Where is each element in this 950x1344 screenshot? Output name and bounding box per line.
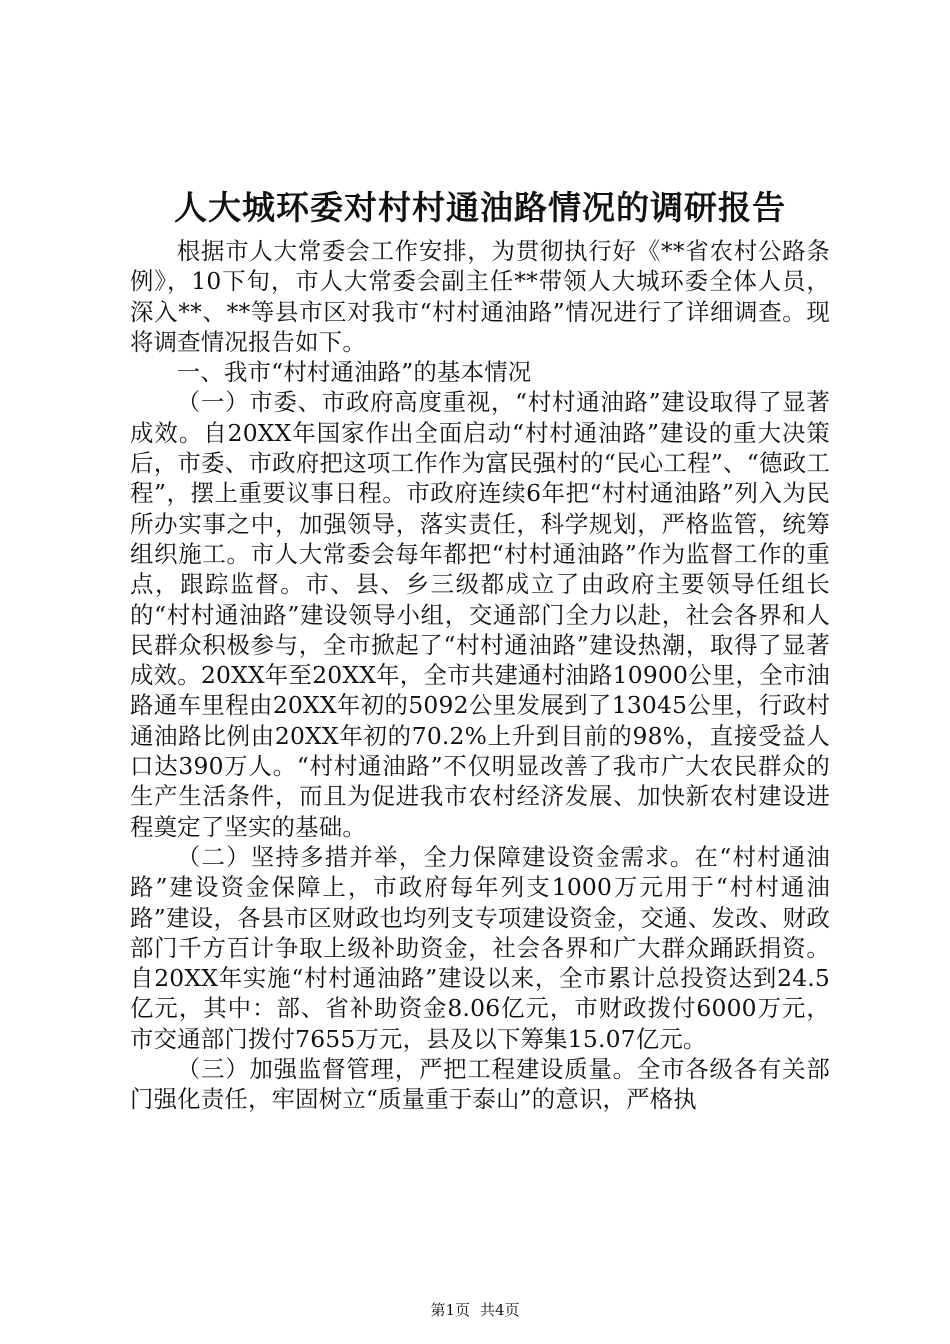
document-body	[130, 236, 830, 1115]
paragraph-section-1-2: （二）坚持多措并举，全力保障建设资金需求。在“村村通油路”建设资金保障上，市政府每年列支1000万元用于“村村通油路”建设，各县市区财政也均列支专项建设资金，交通、发改、财政部门千方百计争取上级补助资金，社会各界和广大群众踊跃捐资。自20XX年实施“村村通油路”建设以来，全市累计总投资达到24.5亿元，其中：部、省补助资金8.06亿元，市财政拨付6000万元，市交通部门拨付7655万元，县及以下筹集15.07亿元。	[130, 842, 830, 1053]
page-total: 共4页	[480, 1301, 520, 1319]
page-number: 第1页	[430, 1301, 470, 1319]
paragraph-section-1-1: （一）市委、市政府高度重视，“村村通油路”建设取得了显著成效。自20XX年国家作出全面启动“村村通油路”建设的重大决策后，市委、市政府把这项工作作为富民强村的“民心工程”、“德政工程”，摆上重要议事日程。市政府连续6年把“村村通油路”列入为民所办实事之中，加强领导，落实责任，科学规划，严格监管，统筹组织施工。市人大常委会每年都把“村村通油路”作为监督工作的重点，跟踪监督。市、县、乡三级都成立了由政府主要领导任组长的“村村通油路”建设领导小组，交通部门全力以赴，社会各界和人民群众积极参与，全市掀起了“村村通油路”建设热潮，取得了显著成效。20XX年至20XX年，全市共建通村油路10900公里，全市油路通车里程由20XX年初的5092公里发展到了13045公里，行政村通油路比例由20XX年初的70.2%上升到目前的98%，直接受益人口达390万人。“村村通油路”不仅明显改善了我市广大农民群众的生产生活条件，而且为促进我市农村经济发展、加快新农村建设进程奠定了坚实的基础。	[130, 388, 830, 841]
page-footer	[0, 1300, 950, 1320]
section-heading-1: 一、我市“村村通油路”的基本情况	[176, 358, 532, 387]
paragraph-section-1-3: （三）加强监督管理，严把工程建设质量。全市各级各有关部门强化责任，牢固树立“质量重于泰山”的意识，严格执	[130, 1055, 830, 1114]
paragraph-intro: 根据市人大常委会工作安排，为贯彻执行好《**省农村公路条例》，10下旬，市人大常委会副主任**带领人大城环委全体人员，深入**、**等县市区对我市“村村通油路”情况进行了详细调查。现将调查情况报告如下。	[130, 237, 830, 356]
document-title: 人大城环委对村村通油路情况的调研报告	[174, 188, 786, 227]
